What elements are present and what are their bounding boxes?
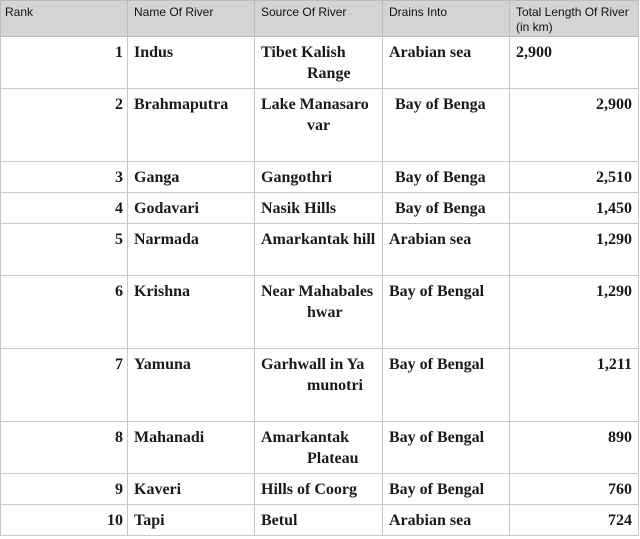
drains-cell: Arabian sea [383, 37, 510, 89]
length-cell: 1,211 [510, 349, 639, 422]
rank-cell: 3 [1, 162, 128, 193]
source-cell [255, 224, 383, 276]
table-row [1, 276, 639, 349]
table-row [1, 89, 639, 162]
river-name-cell: Tapi [128, 505, 255, 536]
river-name-cell: Indus [128, 37, 255, 89]
drains-cell: Arabian sea [383, 224, 510, 276]
source-text: Amarkantak hill [261, 231, 376, 248]
river-name-cell: Brahmaputra [128, 89, 255, 162]
source-cell [255, 37, 383, 89]
header-length: Total Length Of River (in km) [510, 1, 639, 37]
table-header [1, 1, 639, 37]
source-cell: Betul [255, 505, 383, 536]
length-cell: 1,450 [510, 193, 639, 224]
header-drains: Drains Into [383, 1, 510, 37]
rank-cell: 2 [1, 89, 128, 162]
drains-cell: Bay of Benga [383, 89, 510, 162]
rank-cell: 7 [1, 349, 128, 422]
source-text: Near Mahabaleshwar [261, 283, 374, 321]
source-cell: Hills of Coorg [255, 474, 383, 505]
table-row [1, 474, 639, 505]
table-row [1, 422, 639, 474]
source-text: Tibet Kalish Range [261, 44, 351, 82]
river-name-cell: Yamuna [128, 349, 255, 422]
table-row [1, 37, 639, 89]
source-text: Garhwall in Yamunotri [261, 356, 365, 394]
table-row [1, 224, 639, 276]
rank-cell: 6 [1, 276, 128, 349]
river-name-cell: Kaveri [128, 474, 255, 505]
length-cell: 1,290 [510, 224, 639, 276]
drains-cell: Bay of Bengal [383, 349, 510, 422]
source-cell [255, 89, 383, 162]
drains-cell: Bay of Bengal [383, 474, 510, 505]
river-name-cell: Krishna [128, 276, 255, 349]
river-name-cell: Mahanadi [128, 422, 255, 474]
length-cell: 1,290 [510, 276, 639, 349]
source-cell [255, 422, 383, 474]
source-cell: Gangothri [255, 162, 383, 193]
header-rank: Rank [1, 1, 128, 37]
rank-cell: 1 [1, 37, 128, 89]
table-body [1, 37, 639, 536]
length-cell: 724 [510, 505, 639, 536]
source-cell: Nasik Hills [255, 193, 383, 224]
source-cell [255, 276, 383, 349]
rank-cell: 5 [1, 224, 128, 276]
table-row [1, 162, 639, 193]
source-text: Lake Manasarovar [261, 96, 369, 134]
drains-cell: Bay of Bengal [383, 422, 510, 474]
river-name-cell: Narmada [128, 224, 255, 276]
length-cell: 2,510 [510, 162, 639, 193]
header-source: Source Of River [255, 1, 383, 37]
header-name: Name Of River [128, 1, 255, 37]
source-cell [255, 349, 383, 422]
drains-cell: Bay of Benga [383, 162, 510, 193]
length-cell: 2,900 [510, 37, 639, 89]
length-cell: 890 [510, 422, 639, 474]
rank-cell: 9 [1, 474, 128, 505]
length-cell: 2,900 [510, 89, 639, 162]
rank-cell: 8 [1, 422, 128, 474]
drains-cell: Bay of Benga [383, 193, 510, 224]
drains-cell: Arabian sea [383, 505, 510, 536]
table-row [1, 505, 639, 536]
drains-cell: Bay of Bengal [383, 276, 510, 349]
rank-cell: 4 [1, 193, 128, 224]
rank-cell: 10 [1, 505, 128, 536]
length-cell: 760 [510, 474, 639, 505]
river-name-cell: Godavari [128, 193, 255, 224]
source-text: Amarkantak Plateau [261, 429, 359, 467]
header-row [1, 1, 639, 37]
table-row [1, 193, 639, 224]
river-name-cell: Ganga [128, 162, 255, 193]
table-row [1, 349, 639, 422]
